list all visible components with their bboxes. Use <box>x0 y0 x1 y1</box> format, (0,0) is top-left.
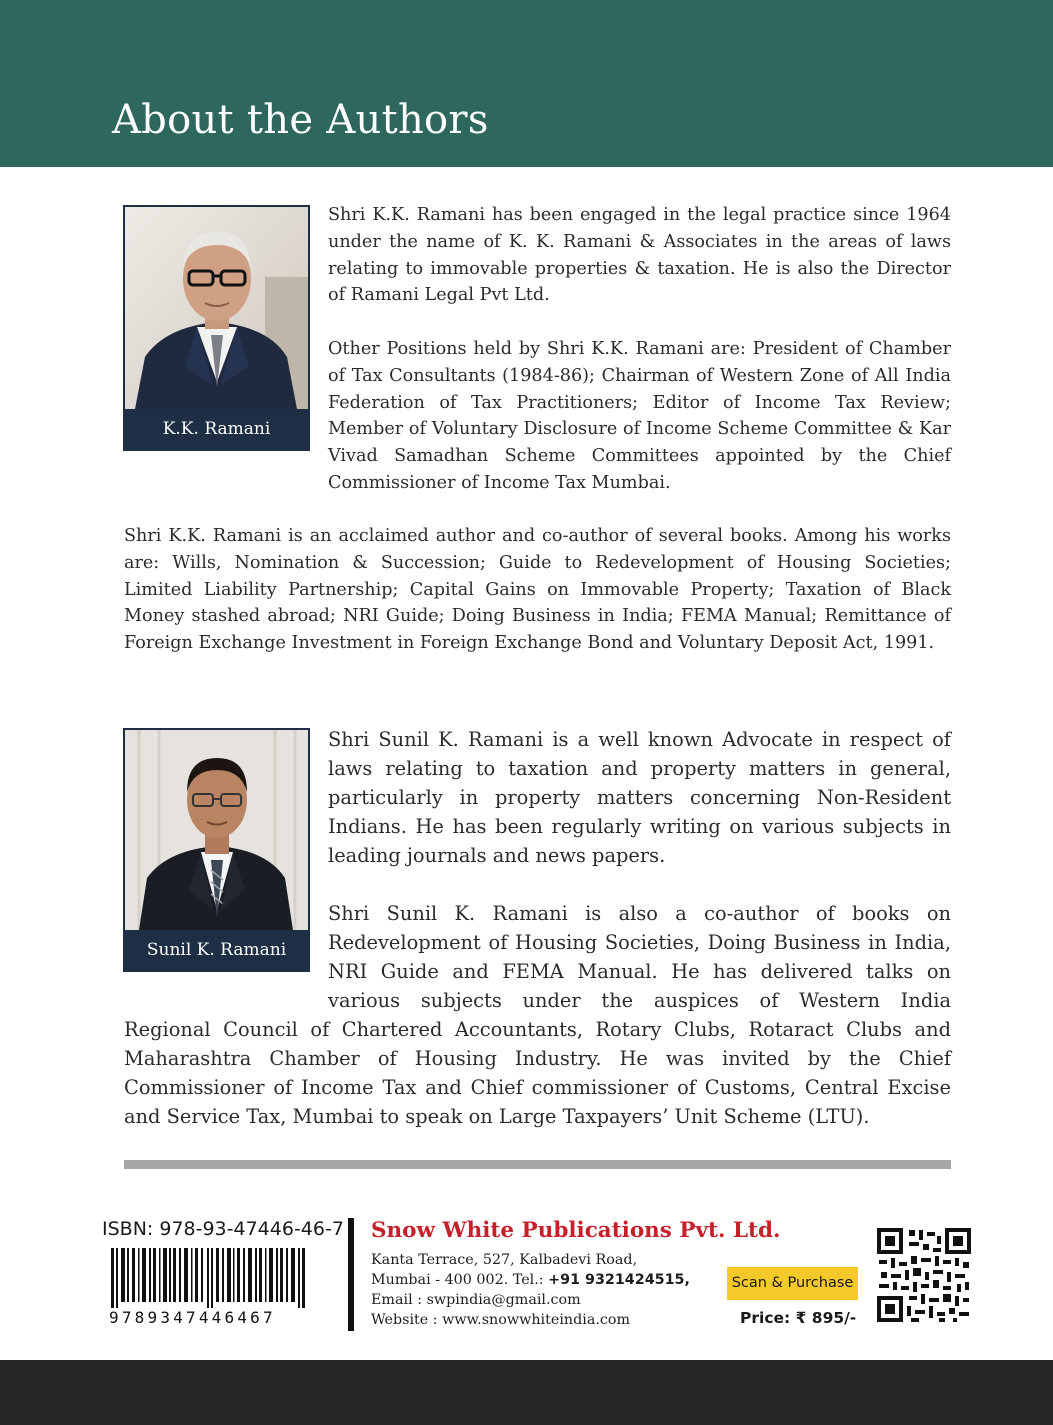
publisher-email[interactable]: Email : swpindia@gmail.com <box>371 1292 581 1308</box>
author1-bio-paragraph-1: Shri K.K. Ramani has been engaged in the legal practice since 1964 under the name of K. K. Ramani & Associates in the areas of laws relating to immovable properties & taxation. He is also the Director of Ramani Legal Pvt Ltd. <box>328 205 951 306</box>
author1-bio-paragraph-3: Shri K.K. Ramani is an acclaimed author and co-author of several books. Among his works are: Wills, Nomination & Succession; Guide to Redevelopment of Housing Societies; Limited Liability Partnership; Capital Gains on Immovable Property; Taxation of Black Money stashed abroad; NRI Guide; Doing Business in India; FEMA Manual; Remittance of Foreign Exchange Investment in Foreign Exchange Bond and Voluntary Deposit Act, 1991. <box>124 526 951 654</box>
author-caption-kk-ramani: K.K. Ramani <box>162 419 271 439</box>
qr-code-icon[interactable] <box>877 1228 971 1322</box>
barcode-digits: 9789347446467 <box>109 1308 309 1327</box>
vertical-separator <box>348 1218 354 1331</box>
page-title: About the Authors <box>112 97 489 143</box>
author-caption-sunil-ramani: Sunil K. Ramani <box>146 940 287 960</box>
publisher-address-text: Mumbai - 400 002. Tel.: <box>371 1272 549 1288</box>
isbn-barcode <box>111 1248 311 1310</box>
publisher-phone: +91 9321424515, <box>548 1272 690 1288</box>
author2-bio-paragraph-1: Shri Sunil K. Ramani is a well known Advocate in respect of laws relating to taxation and property matters in general, particularly in property matters concerning Non-Resident Indians. He has been regularly writing on various subjects in leading journals and news papers. <box>328 728 951 867</box>
publisher-address-line-2 <box>371 1272 690 1288</box>
author-photo-sunil-ramani <box>125 730 308 930</box>
author-photo-kk-ramani <box>125 207 308 409</box>
isbn-label: ISBN: 978-93-47446-46-7 <box>102 1218 344 1240</box>
scan-and-purchase-button[interactable]: Scan & Purchase <box>727 1267 858 1300</box>
author-photo-card-sunil-ramani <box>123 728 310 972</box>
author2-bio-paragraph-2: Shri Sunil K. Ramani is also a co-author of books on Redevelopment of Housing Societies, Doing Business in India, NRI Guide and FEMA Manual. He has delivered talks on various subjects under the auspices of Western India <box>328 902 951 1012</box>
footer-band <box>0 1360 1053 1425</box>
price-label: Price: ₹ 895/- <box>740 1309 857 1327</box>
section-divider <box>124 1160 951 1169</box>
author-photo-card-kk-ramani <box>123 205 310 451</box>
publisher-name: Snow White Publications Pvt. Ltd. <box>371 1218 781 1243</box>
author2-bio-paragraph-3: Regional Council of Chartered Accountants, Rotary Clubs, Rotaract Clubs and Maharashtra Chamber of Housing Industry. He was invited by the Chief Commissioner of Income Tax and Chief commissioner of Customs, Central Excise and Service Tax, Mumbai to speak on Large Taxpayers’ Unit Scheme (LTU). <box>124 1018 951 1128</box>
author1-bio-paragraph-2: Other Positions held by Shri K.K. Ramani are: President of Chamber of Tax Consultants (1984-86); Chairman of Western Zone of All India Federation of Tax Practitioners; Editor of Income Tax Review; Member of Voluntary Disclosure of Income Scheme Committee & Kar Vivad Samadhan Scheme Committees appointed by the Chief Commissioner of Income Tax Mumbai. <box>328 339 951 493</box>
publisher-address-line-1: Kanta Terrace, 527, Kalbadevi Road, <box>371 1252 638 1268</box>
publisher-website[interactable]: Website : www.snowwhiteindia.com <box>371 1312 631 1328</box>
header-band <box>0 0 1053 167</box>
